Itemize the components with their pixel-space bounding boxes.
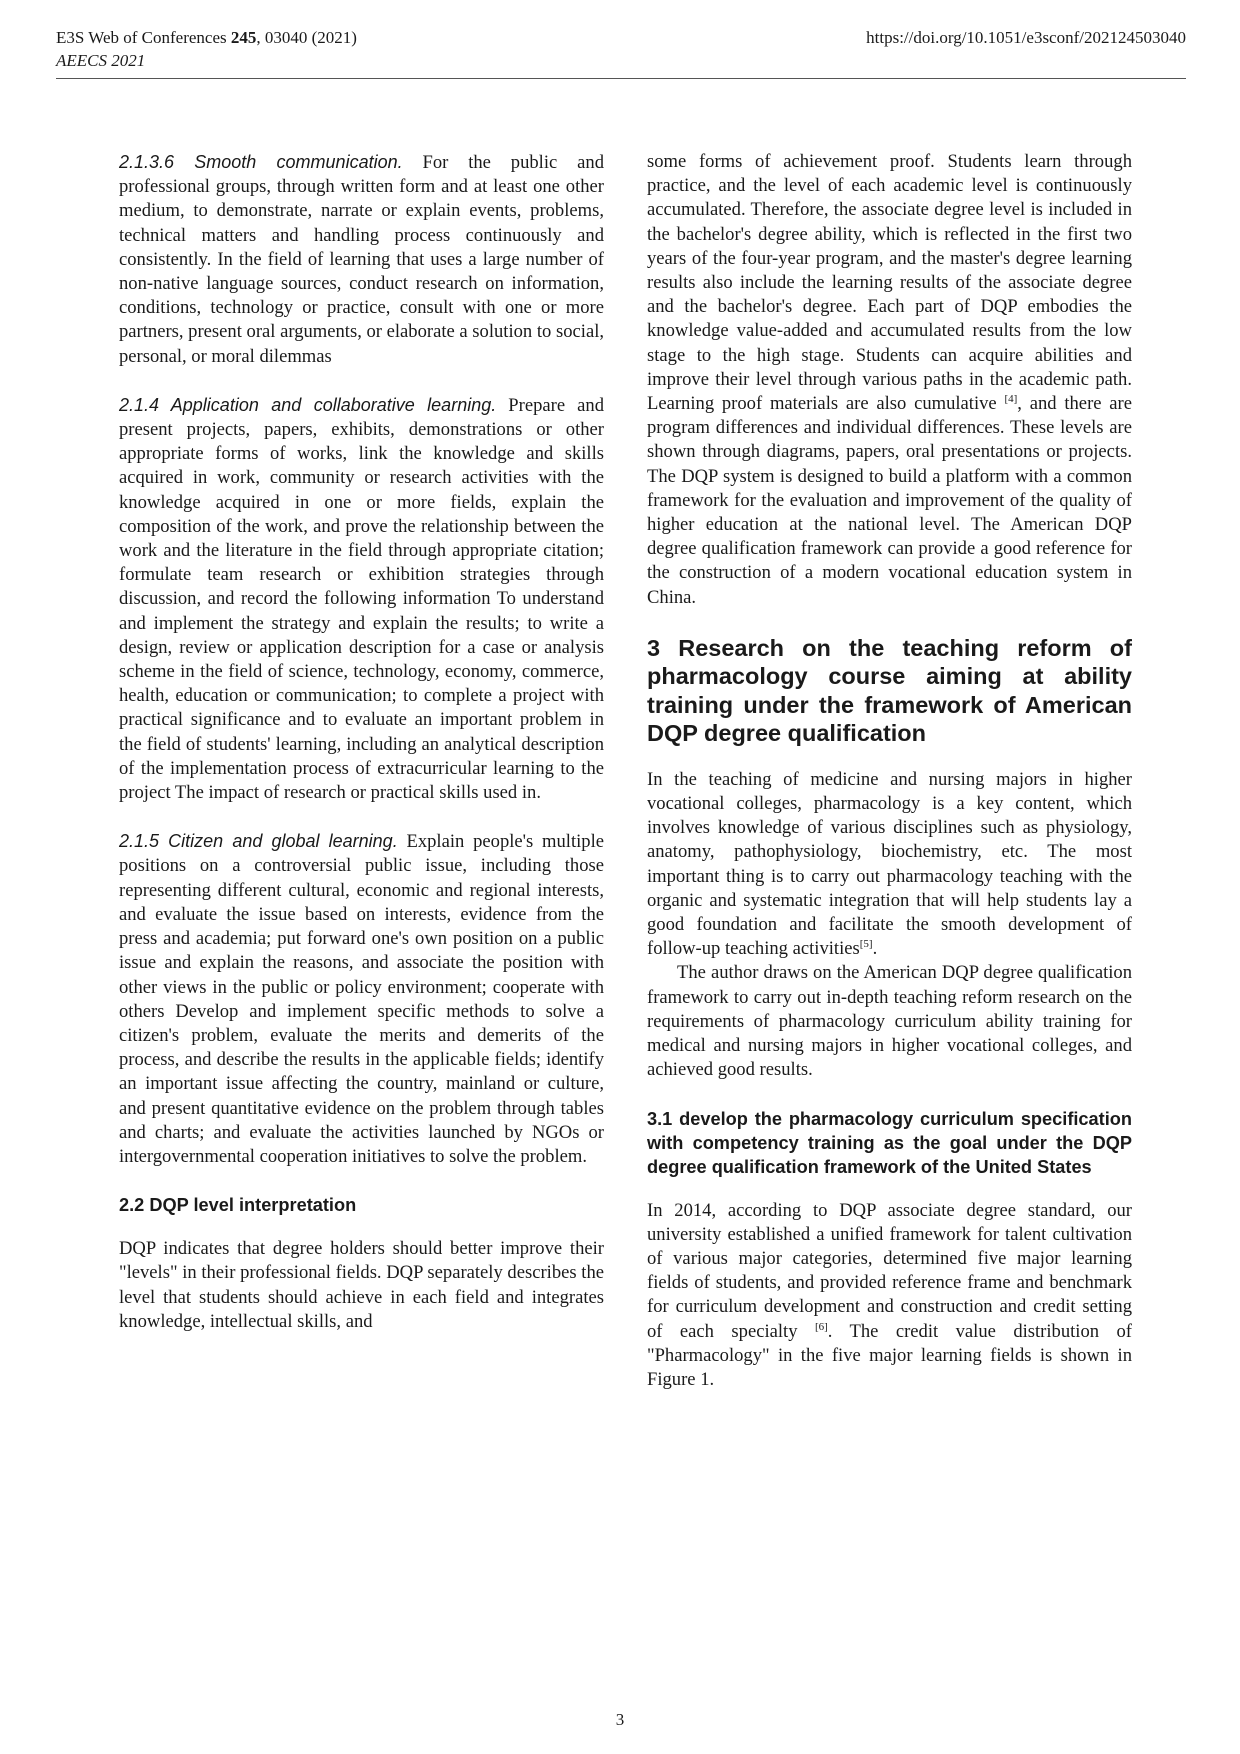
article-number: , 03040 (2021) <box>256 28 357 47</box>
section-3-paragraph-2: The author draws on the American DQP degree qualification framework to carry out in-depth teaching reform research on the requirements of pharmacology curriculum ability training for medical and nursing majors in higher vocational colleges, and achieved good results. <box>647 962 1132 1081</box>
section-215-body: Explain people's multiple positions on a controversial public issue, including those representing different cultural, economic and regional interests, and evaluate the issue based on interests, evidence from the press and academia; put forward one's own position on a public issue and explain the reasons, and associate the position with other views in the public or policy environment; cooperate with others Develop and implement specific methods to solve a citizen's problem, evaluate the merits and demerits of the process, and describe the results in the applicable fields; identify an important issue affecting the country, mainland or culture, and present quantitative evidence on the problem through tables and charts; and evaluate the activities launched by NGOs or intergovernmental cooperation initiatives to solve the problem. <box>119 831 604 1167</box>
spacer <box>119 1169 604 1193</box>
section-2136 <box>119 150 604 369</box>
journal-citation <box>56 28 357 48</box>
journal-name: E3S Web of Conferences <box>56 28 227 47</box>
section-3-paragraph-1-end: . <box>872 938 878 960</box>
citation-5[interactable]: [5] <box>859 938 873 951</box>
spacer <box>647 610 1132 634</box>
spacer <box>647 1083 1132 1107</box>
page-number: 3 <box>615 1710 625 1729</box>
section-2136-body: For the public and professional groups, through written form and at least one other medium, to demonstrate, narrate or explain events, problems, technical matters and handling process continuously and consistently. In the field of learning that uses a large number of non-native language sources, conduct research on information, conditions, technology or practice, consult with one or more partners, present oral arguments, or elaborate a solution to social, personal, or moral dilemmas <box>119 152 605 367</box>
section-31-heading: 3.1 develop the pharmacology curriculum specification with competency training as the goal under the DQP degree qualification framework of the United States <box>647 1108 1132 1177</box>
section-31-paragraph-1-text: In 2014, according to DQP associate degree standard, our university established a unified framework for talent cultivation of various major categories, determined five major learning fields of students, and provided reference frame and benchmark for curriculum development and construction and credit setting of each specialty <box>647 1199 1132 1342</box>
spacer <box>119 1217 604 1237</box>
citation-4[interactable]: [4] <box>1004 392 1018 405</box>
section-22-continued <box>647 150 1132 610</box>
spacer <box>647 748 1132 768</box>
left-column <box>119 150 604 1334</box>
spacer <box>647 1179 1132 1199</box>
section-2136-heading: 2.1.3.6 Smooth communication. <box>119 152 403 172</box>
section-214-heading: 2.1.4 Application and collaborative learning. <box>119 394 497 415</box>
right-column <box>647 150 1132 1392</box>
citation-6[interactable]: [6] <box>814 1320 828 1333</box>
running-header <box>56 24 1186 78</box>
section-215 <box>119 829 604 1169</box>
section-3-heading: 3 Research on the teaching reform of pharmacology course aiming at ability training under the framework of American DQP degree qualification <box>647 634 1132 747</box>
section-31-paragraph-1-end: . The credit value distribution of "Pharmacology" in the five major learning fields is shown in Figure 1. <box>647 1320 1132 1390</box>
conference-name: AEECS 2021 <box>56 51 146 70</box>
section-3-paragraph-1-text: In the teaching of medicine and nursing majors in higher vocational colleges, pharmacology is a key content, which involves knowledge of various disciplines such as physiology, anatomy, pathophysiology, biochemistry, etc. The most important thing is to carry out pharmacology teaching with the organic and systematic integration that will help students lay a good foundation and facilitate the smooth development of follow-up teaching activities <box>647 768 1132 960</box>
continued-text-a: some forms of achievement proof. Students learn through practice, and the level of each academic level is continuously accumulated. Therefore, the associate degree level is included in the bachelor's degree ability, which is reflected in the first two years of the four-year program, and the master's degree learning results also include the learning results of the associate degree and the bachelor's degree. Each part of DQP embodies the knowledge value-added and accumulated results from the low stage to the high stage. Students can acquire abilities and improve their level through various paths in the academic path. Learning proof materials are also cumulative <box>647 151 1132 415</box>
doi-link[interactable]: https://doi.org/10.1051/e3sconf/202124503040 <box>866 28 1186 47</box>
section-22-body: DQP indicates that degree holders should better improve their "levels" in their professional fields. DQP separately describes the level that students should achieve in each field and integrates knowledge, intellectual skills, and <box>119 1238 604 1332</box>
section-214-body: Prepare and present projects, papers, exhibits, demonstrations or other appropriate forms of works, link the knowledge and skills acquired in work, community or research activities with the knowledge acquired in one or more fields, explain the composition of the work, and prove the relationship between the work and the literature in the field through appropriate citation; formulate team research or exhibition strategies through discussion, and record the following information To understand and implement the strategy and explain the results; to write a design, review or application description for a case or analysis scheme in the field of science, technology, economy, commerce, health, education or communication; to complete a project with practical significance and to evaluate an important problem in the field of students' learning, including an analytical description of the implementation process of extracurricular learning to the project The impact of research or practical skills used in. <box>119 394 604 804</box>
section-31-paragraph-1 <box>647 1199 1132 1393</box>
spacer <box>119 805 604 829</box>
section-3-paragraph-1 <box>647 768 1132 962</box>
spacer <box>119 369 604 393</box>
header-divider <box>56 78 1186 79</box>
journal-volume: 245 <box>230 28 257 47</box>
section-215-heading: 2.1.5 Citizen and global learning. <box>119 831 398 852</box>
section-22-heading: 2.2 DQP level interpretation <box>119 1195 357 1216</box>
continued-text-b: , and there are program differences and individual differences. These levels are shown through diagrams, papers, oral presentations or projects. The DQP system is designed to build a platform with a common framework for the evaluation and improvement of the quality of higher education at the national level. The American DQP degree qualification framework can provide a good reference for the construction of a modern vocational education system in China. <box>647 393 1132 608</box>
section-214 <box>119 393 604 805</box>
